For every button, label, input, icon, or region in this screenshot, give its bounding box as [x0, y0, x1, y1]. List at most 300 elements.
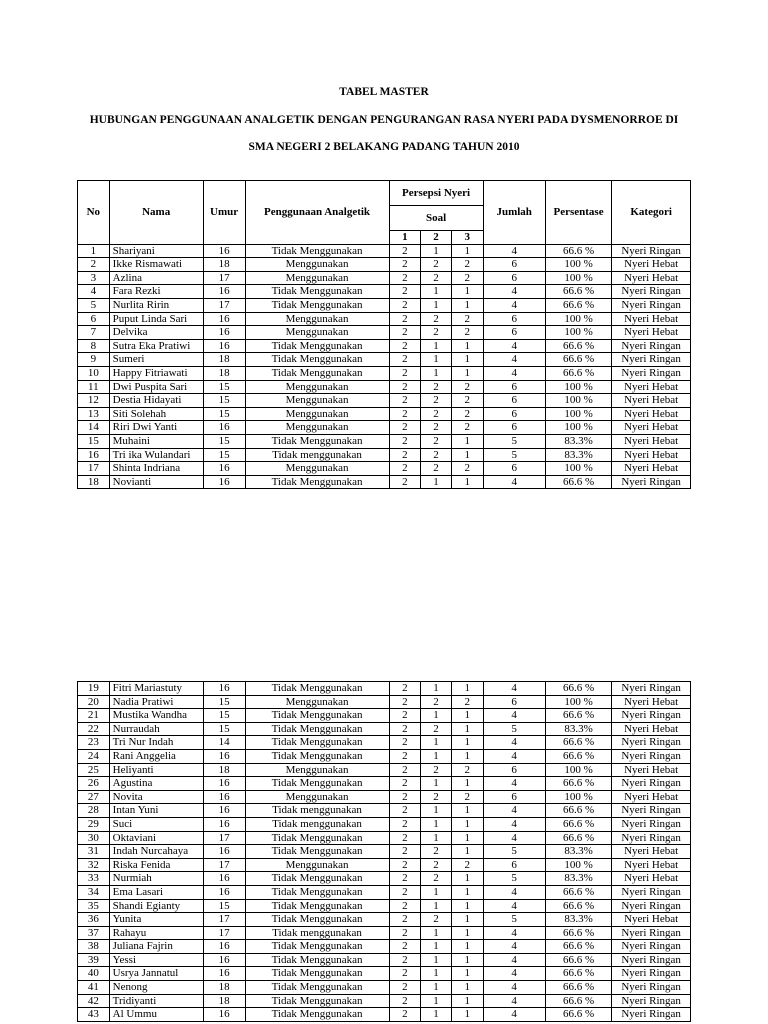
cell-soal-3: 1 — [451, 872, 483, 886]
cell-penggunaan: Tidak Menggunakan — [245, 899, 389, 913]
cell-jumlah: 4 — [483, 285, 545, 299]
cell-persentase: 66.6 % — [545, 285, 611, 299]
cell-no: 13 — [78, 407, 110, 421]
cell-soal-2: 2 — [421, 722, 452, 736]
cell-umur: 15 — [203, 434, 245, 448]
cell-soal-1: 2 — [389, 407, 421, 421]
cell-soal-2: 2 — [421, 271, 452, 285]
cell-kategori: Nyeri Hebat — [612, 394, 691, 408]
cell-soal-2: 1 — [421, 298, 452, 312]
cell-jumlah: 6 — [483, 271, 545, 285]
cell-jumlah: 4 — [483, 1008, 545, 1022]
cell-jumlah: 5 — [483, 872, 545, 886]
cell-umur: 15 — [203, 380, 245, 394]
cell-no: 14 — [78, 421, 110, 435]
cell-kategori: Nyeri Ringan — [612, 940, 691, 954]
table-body-page2 — [78, 682, 691, 1022]
cell-jumlah: 4 — [483, 475, 545, 489]
table-row — [78, 407, 691, 421]
cell-nama: Puput Linda Sari — [109, 312, 203, 326]
cell-persentase: 100 % — [545, 407, 611, 421]
cell-penggunaan: Tidak menggunakan — [245, 804, 389, 818]
cell-soal-3: 1 — [451, 899, 483, 913]
cell-persentase: 66.6 % — [545, 475, 611, 489]
cell-penggunaan: Menggunakan — [245, 858, 389, 872]
cell-soal-1: 2 — [389, 913, 421, 927]
cell-kategori: Nyeri Hebat — [612, 462, 691, 476]
cell-nama: Muhaini — [109, 434, 203, 448]
table-row — [78, 940, 691, 954]
cell-kategori: Nyeri Ringan — [612, 817, 691, 831]
cell-jumlah: 6 — [483, 258, 545, 272]
header-soal-1: 1 — [389, 231, 421, 245]
cell-no: 34 — [78, 885, 110, 899]
cell-penggunaan: Tidak menggunakan — [245, 448, 389, 462]
cell-no: 36 — [78, 913, 110, 927]
cell-penggunaan: Menggunakan — [245, 394, 389, 408]
cell-umur: 16 — [203, 872, 245, 886]
cell-umur: 16 — [203, 777, 245, 791]
cell-kategori: Nyeri Hebat — [612, 763, 691, 777]
cell-persentase: 66.6 % — [545, 926, 611, 940]
cell-soal-2: 2 — [421, 421, 452, 435]
cell-nama: Tridiyanti — [109, 994, 203, 1008]
cell-jumlah: 4 — [483, 885, 545, 899]
cell-soal-2: 2 — [421, 845, 452, 859]
table-row — [78, 271, 691, 285]
table-row — [78, 1008, 691, 1022]
cell-soal-2: 2 — [421, 326, 452, 340]
cell-persentase: 83.3% — [545, 448, 611, 462]
cell-jumlah: 6 — [483, 858, 545, 872]
table-row — [78, 749, 691, 763]
cell-soal-3: 1 — [451, 913, 483, 927]
cell-penggunaan: Menggunakan — [245, 271, 389, 285]
table-row — [78, 462, 691, 476]
cell-nama: Sumeri — [109, 353, 203, 367]
cell-soal-1: 2 — [389, 434, 421, 448]
cell-soal-3: 1 — [451, 885, 483, 899]
cell-persentase: 66.6 % — [545, 339, 611, 353]
header-kategori: Kategori — [612, 181, 691, 245]
cell-soal-3: 2 — [451, 763, 483, 777]
cell-umur: 18 — [203, 763, 245, 777]
cell-jumlah: 6 — [483, 695, 545, 709]
cell-no: 18 — [78, 475, 110, 489]
cell-soal-3: 1 — [451, 709, 483, 723]
cell-persentase: 66.6 % — [545, 353, 611, 367]
cell-nama: Siti Solehah — [109, 407, 203, 421]
cell-soal-1: 2 — [389, 817, 421, 831]
table-row — [78, 804, 691, 818]
cell-umur: 16 — [203, 953, 245, 967]
cell-persentase: 100 % — [545, 695, 611, 709]
cell-umur: 17 — [203, 831, 245, 845]
cell-kategori: Nyeri Ringan — [612, 339, 691, 353]
cell-nama: Delvika — [109, 326, 203, 340]
cell-nama: Suci — [109, 817, 203, 831]
cell-soal-2: 2 — [421, 312, 452, 326]
cell-penggunaan: Menggunakan — [245, 312, 389, 326]
cell-penggunaan: Menggunakan — [245, 258, 389, 272]
cell-kategori: Nyeri Ringan — [612, 994, 691, 1008]
cell-umur: 16 — [203, 845, 245, 859]
header-umur: Umur — [203, 181, 245, 245]
cell-umur: 17 — [203, 298, 245, 312]
cell-nama: Al Ummu — [109, 1008, 203, 1022]
cell-no: 9 — [78, 353, 110, 367]
cell-nama: Oktaviani — [109, 831, 203, 845]
cell-nama: Juliana Fajrin — [109, 940, 203, 954]
cell-persentase: 100 % — [545, 790, 611, 804]
cell-umur: 15 — [203, 407, 245, 421]
cell-soal-2: 1 — [421, 709, 452, 723]
cell-nama: Novita — [109, 790, 203, 804]
cell-soal-2: 1 — [421, 475, 452, 489]
cell-nama: Novianti — [109, 475, 203, 489]
cell-kategori: Nyeri Ringan — [612, 967, 691, 981]
cell-persentase: 66.6 % — [545, 749, 611, 763]
cell-no: 7 — [78, 326, 110, 340]
cell-soal-2: 2 — [421, 763, 452, 777]
cell-soal-3: 1 — [451, 926, 483, 940]
cell-penggunaan: Tidak Menggunakan — [245, 475, 389, 489]
cell-no: 4 — [78, 285, 110, 299]
cell-umur: 16 — [203, 1008, 245, 1022]
cell-no: 1 — [78, 244, 110, 258]
cell-soal-2: 2 — [421, 913, 452, 927]
cell-nama: Shinta Indriana — [109, 462, 203, 476]
cell-soal-3: 1 — [451, 845, 483, 859]
cell-soal-1: 2 — [389, 885, 421, 899]
cell-soal-2: 1 — [421, 899, 452, 913]
cell-soal-3: 1 — [451, 722, 483, 736]
cell-nama: Usrya Jannatul — [109, 967, 203, 981]
cell-no: 42 — [78, 994, 110, 1008]
cell-kategori: Nyeri Hebat — [612, 913, 691, 927]
cell-soal-2: 1 — [421, 749, 452, 763]
cell-persentase: 83.3% — [545, 434, 611, 448]
cell-persentase: 66.6 % — [545, 682, 611, 696]
cell-kategori: Nyeri Ringan — [612, 475, 691, 489]
table-row — [78, 953, 691, 967]
cell-soal-1: 2 — [389, 312, 421, 326]
cell-soal-1: 2 — [389, 421, 421, 435]
cell-no: 23 — [78, 736, 110, 750]
cell-kategori: Nyeri Hebat — [612, 407, 691, 421]
cell-umur: 16 — [203, 682, 245, 696]
cell-jumlah: 6 — [483, 462, 545, 476]
cell-nama: Dwi Puspita Sari — [109, 380, 203, 394]
cell-jumlah: 4 — [483, 940, 545, 954]
cell-soal-1: 2 — [389, 845, 421, 859]
cell-soal-1: 2 — [389, 967, 421, 981]
cell-soal-1: 2 — [389, 749, 421, 763]
cell-soal-3: 2 — [451, 394, 483, 408]
cell-jumlah: 4 — [483, 749, 545, 763]
table-row — [78, 858, 691, 872]
cell-penggunaan: Tidak Menggunakan — [245, 1008, 389, 1022]
cell-nama: Rani Anggelia — [109, 749, 203, 763]
table-row — [78, 709, 691, 723]
cell-jumlah: 4 — [483, 831, 545, 845]
cell-jumlah: 4 — [483, 926, 545, 940]
cell-soal-1: 2 — [389, 475, 421, 489]
cell-persentase: 100 % — [545, 326, 611, 340]
cell-persentase: 66.6 % — [545, 967, 611, 981]
cell-nama: Sutra Eka Pratiwi — [109, 339, 203, 353]
cell-soal-1: 2 — [389, 682, 421, 696]
cell-soal-1: 2 — [389, 736, 421, 750]
cell-no: 15 — [78, 434, 110, 448]
cell-nama: Indah Nurcahaya — [109, 845, 203, 859]
cell-persentase: 100 % — [545, 394, 611, 408]
cell-kategori: Nyeri Hebat — [612, 858, 691, 872]
cell-nama: Nurlita Ririn — [109, 298, 203, 312]
cell-jumlah: 4 — [483, 244, 545, 258]
cell-soal-2: 1 — [421, 285, 452, 299]
table-row — [78, 722, 691, 736]
cell-penggunaan: Tidak Menggunakan — [245, 777, 389, 791]
cell-penggunaan: Tidak Menggunakan — [245, 339, 389, 353]
cell-kategori: Nyeri Ringan — [612, 926, 691, 940]
cell-soal-2: 1 — [421, 777, 452, 791]
cell-kategori: Nyeri Ringan — [612, 981, 691, 995]
cell-umur: 17 — [203, 271, 245, 285]
cell-jumlah: 4 — [483, 817, 545, 831]
cell-jumlah: 4 — [483, 994, 545, 1008]
cell-soal-1: 2 — [389, 926, 421, 940]
cell-nama: Nurraudah — [109, 722, 203, 736]
cell-jumlah: 4 — [483, 804, 545, 818]
cell-penggunaan: Tidak Menggunakan — [245, 298, 389, 312]
cell-penggunaan: Tidak Menggunakan — [245, 434, 389, 448]
cell-nama: Azlina — [109, 271, 203, 285]
cell-kategori: Nyeri Hebat — [612, 872, 691, 886]
cell-no: 8 — [78, 339, 110, 353]
cell-soal-2: 2 — [421, 462, 452, 476]
cell-umur: 16 — [203, 885, 245, 899]
cell-soal-2: 1 — [421, 940, 452, 954]
cell-soal-3: 1 — [451, 994, 483, 1008]
cell-penggunaan: Tidak Menggunakan — [245, 994, 389, 1008]
cell-nama: Ema Lasari — [109, 885, 203, 899]
cell-soal-3: 1 — [451, 366, 483, 380]
cell-soal-1: 2 — [389, 394, 421, 408]
cell-soal-3: 1 — [451, 434, 483, 448]
cell-soal-1: 2 — [389, 872, 421, 886]
cell-nama: Fitri Mariastuty — [109, 682, 203, 696]
cell-jumlah: 6 — [483, 326, 545, 340]
cell-persentase: 66.6 % — [545, 817, 611, 831]
cell-umur: 17 — [203, 858, 245, 872]
cell-no: 38 — [78, 940, 110, 954]
cell-kategori: Nyeri Hebat — [612, 380, 691, 394]
cell-soal-2: 1 — [421, 353, 452, 367]
cell-no: 16 — [78, 448, 110, 462]
table-row — [78, 872, 691, 886]
cell-persentase: 66.6 % — [545, 736, 611, 750]
cell-kategori: Nyeri Hebat — [612, 312, 691, 326]
cell-penggunaan: Menggunakan — [245, 326, 389, 340]
cell-umur: 16 — [203, 285, 245, 299]
table-row — [78, 421, 691, 435]
cell-soal-1: 2 — [389, 695, 421, 709]
cell-nama: Ikke Rismawati — [109, 258, 203, 272]
cell-no: 17 — [78, 462, 110, 476]
cell-jumlah: 6 — [483, 394, 545, 408]
cell-persentase: 100 % — [545, 312, 611, 326]
cell-umur: 18 — [203, 353, 245, 367]
cell-soal-3: 1 — [451, 831, 483, 845]
cell-soal-3: 1 — [451, 475, 483, 489]
cell-kategori: Nyeri Hebat — [612, 421, 691, 435]
table-row — [78, 845, 691, 859]
cell-no: 21 — [78, 709, 110, 723]
cell-nama: Intan Yuni — [109, 804, 203, 818]
cell-kategori: Nyeri Ringan — [612, 366, 691, 380]
cell-no: 39 — [78, 953, 110, 967]
cell-umur: 14 — [203, 736, 245, 750]
cell-umur: 16 — [203, 326, 245, 340]
cell-persentase: 83.3% — [545, 872, 611, 886]
cell-soal-2: 1 — [421, 967, 452, 981]
table-row — [78, 339, 691, 353]
cell-nama: Destia Hidayati — [109, 394, 203, 408]
cell-soal-1: 2 — [389, 271, 421, 285]
cell-soal-3: 1 — [451, 244, 483, 258]
cell-soal-1: 2 — [389, 981, 421, 995]
cell-soal-3: 2 — [451, 380, 483, 394]
cell-soal-3: 2 — [451, 407, 483, 421]
cell-penggunaan: Tidak Menggunakan — [245, 366, 389, 380]
cell-no: 24 — [78, 749, 110, 763]
cell-kategori: Nyeri Ringan — [612, 709, 691, 723]
cell-soal-1: 2 — [389, 326, 421, 340]
cell-soal-3: 1 — [451, 448, 483, 462]
table-row — [78, 326, 691, 340]
cell-nama: Shandi Egianty — [109, 899, 203, 913]
cell-jumlah: 4 — [483, 967, 545, 981]
cell-no: 28 — [78, 804, 110, 818]
table-row — [78, 777, 691, 791]
cell-penggunaan: Tidak Menggunakan — [245, 749, 389, 763]
cell-penggunaan: Menggunakan — [245, 421, 389, 435]
cell-soal-2: 1 — [421, 994, 452, 1008]
table-body-page1 — [78, 244, 691, 489]
cell-jumlah: 4 — [483, 366, 545, 380]
cell-penggunaan: Tidak Menggunakan — [245, 953, 389, 967]
cell-soal-2: 1 — [421, 885, 452, 899]
cell-penggunaan: Tidak Menggunakan — [245, 885, 389, 899]
cell-soal-1: 2 — [389, 353, 421, 367]
cell-penggunaan: Tidak Menggunakan — [245, 709, 389, 723]
cell-penggunaan: Menggunakan — [245, 380, 389, 394]
cell-nama: Shariyani — [109, 244, 203, 258]
cell-umur: 18 — [203, 366, 245, 380]
cell-umur: 15 — [203, 394, 245, 408]
cell-jumlah: 6 — [483, 790, 545, 804]
cell-soal-3: 1 — [451, 777, 483, 791]
cell-persentase: 83.3% — [545, 722, 611, 736]
cell-persentase: 100 % — [545, 858, 611, 872]
cell-soal-1: 2 — [389, 448, 421, 462]
cell-no: 20 — [78, 695, 110, 709]
table-row — [78, 913, 691, 927]
cell-soal-2: 2 — [421, 258, 452, 272]
document-title: TABEL MASTER — [339, 86, 429, 98]
cell-persentase: 100 % — [545, 462, 611, 476]
cell-persentase: 66.6 % — [545, 885, 611, 899]
cell-penggunaan: Menggunakan — [245, 790, 389, 804]
cell-no: 26 — [78, 777, 110, 791]
cell-penggunaan: Tidak Menggunakan — [245, 872, 389, 886]
cell-no: 12 — [78, 394, 110, 408]
cell-kategori: Nyeri Ringan — [612, 953, 691, 967]
header-soal: Soal — [389, 206, 483, 231]
cell-soal-2: 2 — [421, 448, 452, 462]
cell-penggunaan: Menggunakan — [245, 462, 389, 476]
cell-umur: 17 — [203, 926, 245, 940]
cell-soal-3: 1 — [451, 940, 483, 954]
cell-umur: 18 — [203, 258, 245, 272]
cell-soal-2: 1 — [421, 804, 452, 818]
cell-kategori: Nyeri Ringan — [612, 682, 691, 696]
cell-kategori: Nyeri Ringan — [612, 298, 691, 312]
cell-persentase: 66.6 % — [545, 244, 611, 258]
cell-persentase: 66.6 % — [545, 777, 611, 791]
cell-nama: Nurmiah — [109, 872, 203, 886]
cell-umur: 16 — [203, 940, 245, 954]
cell-soal-2: 1 — [421, 1008, 452, 1022]
cell-kategori: Nyeri Hebat — [612, 790, 691, 804]
cell-soal-2: 1 — [421, 981, 452, 995]
cell-soal-2: 2 — [421, 394, 452, 408]
cell-penggunaan: Tidak Menggunakan — [245, 285, 389, 299]
cell-soal-1: 2 — [389, 462, 421, 476]
cell-persentase: 100 % — [545, 763, 611, 777]
cell-umur: 16 — [203, 804, 245, 818]
cell-nama: Tri ika Wulandari — [109, 448, 203, 462]
table-row — [78, 763, 691, 777]
cell-persentase: 66.6 % — [545, 804, 611, 818]
cell-soal-3: 1 — [451, 749, 483, 763]
cell-soal-1: 2 — [389, 858, 421, 872]
cell-penggunaan: Tidak Menggunakan — [245, 845, 389, 859]
cell-no: 27 — [78, 790, 110, 804]
cell-soal-3: 1 — [451, 339, 483, 353]
cell-umur: 15 — [203, 695, 245, 709]
cell-umur: 18 — [203, 981, 245, 995]
cell-soal-1: 2 — [389, 339, 421, 353]
cell-no: 3 — [78, 271, 110, 285]
table-row — [78, 298, 691, 312]
cell-kategori: Nyeri Ringan — [612, 885, 691, 899]
cell-persentase: 100 % — [545, 258, 611, 272]
cell-umur: 16 — [203, 790, 245, 804]
cell-no: 2 — [78, 258, 110, 272]
cell-penggunaan: Tidak Menggunakan — [245, 722, 389, 736]
cell-soal-2: 1 — [421, 817, 452, 831]
cell-persentase: 66.6 % — [545, 981, 611, 995]
cell-soal-3: 1 — [451, 967, 483, 981]
table-row — [78, 682, 691, 696]
table-row — [78, 285, 691, 299]
cell-umur: 16 — [203, 475, 245, 489]
cell-soal-1: 2 — [389, 366, 421, 380]
cell-penggunaan: Tidak Menggunakan — [245, 967, 389, 981]
cell-kategori: Nyeri Hebat — [612, 722, 691, 736]
